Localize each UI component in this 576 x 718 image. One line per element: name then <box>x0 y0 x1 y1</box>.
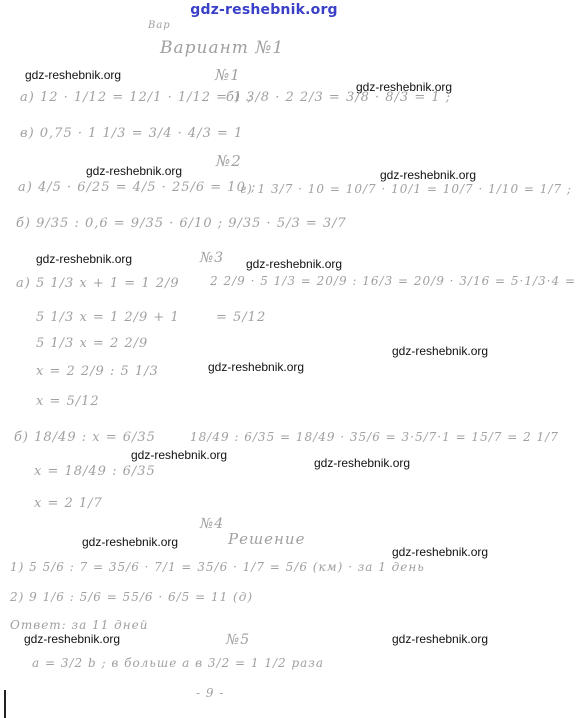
watermark: gdz-reshebnik.org <box>392 632 489 646</box>
watermark: gdz-reshebnik.org <box>25 68 122 82</box>
task3-side3: 18/49 : 6/35 = 18/49 · 35/6 = 3·5/7·1 = 15/7 = 2 1/7 <box>190 430 559 444</box>
page-number: - 9 - <box>196 686 225 700</box>
task3-a4: x = 2 2/9 : 5 1/3 <box>36 364 159 379</box>
task4-answer: Ответ: за 11 дней <box>10 618 149 632</box>
task1-label: №1 <box>215 66 241 84</box>
task4-title: Решение <box>228 530 306 548</box>
task4-label: №4 <box>200 516 225 532</box>
watermark: gdz-reshebnik.org <box>356 80 453 94</box>
task3-side2: = 5/12 <box>216 310 267 325</box>
watermark: gdz-reshebnik.org <box>24 632 121 646</box>
task3-a3: 5 1/3 x = 2 2/9 <box>36 336 149 351</box>
site-watermark-top: gdz-reshebnik.org <box>190 2 338 18</box>
watermark: gdz-reshebnik.org <box>392 344 489 358</box>
task3-b3: x = 2 1/7 <box>34 496 103 511</box>
task5-label: №5 <box>226 632 251 648</box>
task3-side1: 2 2/9 · 5 1/3 = 20/9 : 16/3 = 20/9 · 3/16 = 5·1/3·4 = <box>210 274 576 288</box>
task1-b: б) 3/8 · 2 2/3 = 3/8 · 8/3 = 1 ; <box>226 90 452 105</box>
task3-a1: а) 5 1/3 x + 1 = 1 2/9 <box>16 276 180 291</box>
watermark: gdz-reshebnik.org <box>36 252 133 266</box>
task2-b: б) 9/35 : 0,6 = 9/35 · 6/10 ; 9/35 · 5/3 = 3/7 <box>16 216 347 231</box>
header-scrawl: Вар <box>148 20 171 31</box>
watermark: gdz-reshebnik.org <box>82 535 179 549</box>
watermark: gdz-reshebnik.org <box>131 448 228 462</box>
watermark: gdz-reshebnik.org <box>246 257 343 271</box>
task4-step2: 2) 9 1/6 : 5/6 = 55/6 · 6/5 = 11 (д) <box>10 590 253 604</box>
task1-a: а) 12 · 1/12 = 12/1 · 1/12 = 1 ; <box>20 90 253 105</box>
task2-label: №2 <box>216 152 242 170</box>
watermark: gdz-reshebnik.org <box>392 545 489 559</box>
task3-b1: б) 18/49 : x = 6/35 <box>14 430 156 445</box>
task1-v: в) 0,75 · 1 1/3 = 3/4 · 4/3 = 1 <box>20 126 244 141</box>
task2-g: г) 1 3/7 · 10 = 10/7 · 10/1 = 10/7 · 1/10 = 1/7 ; <box>240 182 572 196</box>
task3-a5: x = 5/12 <box>36 394 100 409</box>
task3-b2: x = 18/49 : 6/35 <box>34 464 156 479</box>
scan-edge-mark <box>4 690 6 718</box>
variant-title: Вариант №1 <box>160 38 285 58</box>
watermark: gdz-reshebnik.org <box>86 164 183 178</box>
task3-a2: 5 1/3 x = 1 2/9 + 1 <box>36 310 180 325</box>
watermark: gdz-reshebnik.org <box>380 168 477 182</box>
task5-line: а = 3/2 b ; в больше а в 3/2 = 1 1/2 раза <box>32 656 324 670</box>
task2-a: а) 4/5 · 6/25 = 4/5 · 25/6 = 10 ; <box>18 180 257 195</box>
task4-step1: 1) 5 5/6 : 7 = 35/6 · 7/1 = 35/6 · 1/7 = 5/6 (км) · за 1 день <box>10 560 425 574</box>
task3-label: №3 <box>200 250 225 266</box>
watermark: gdz-reshebnik.org <box>208 360 305 374</box>
watermark: gdz-reshebnik.org <box>314 456 411 470</box>
